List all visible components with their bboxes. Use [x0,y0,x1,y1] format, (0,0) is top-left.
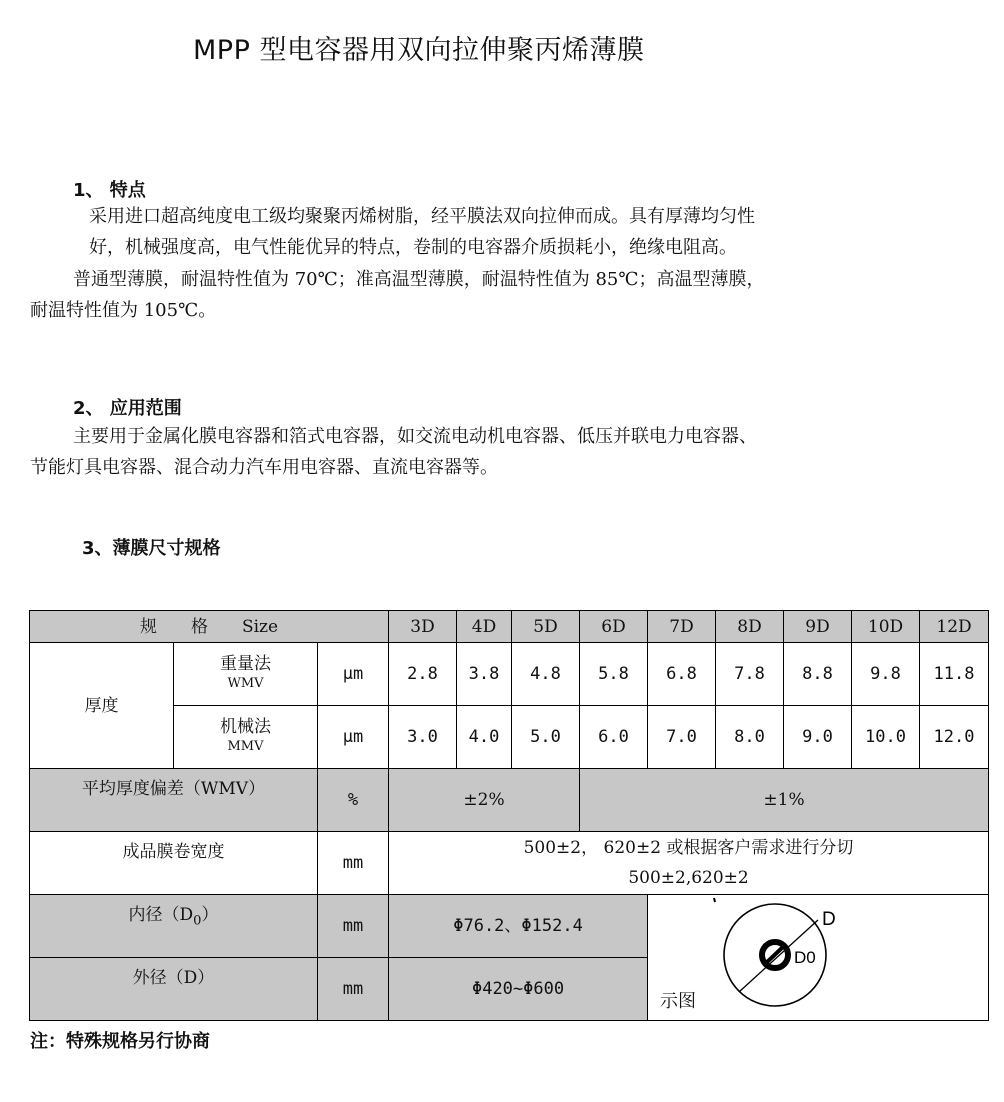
weight-value: 9.8 [852,643,920,706]
size-header: 8D [716,611,784,643]
outer-diameter-value: Φ420~Φ600 [389,958,648,1021]
mech-value: 9.0 [784,706,852,769]
weight-value: 2.8 [389,643,457,706]
section-1-line-4: 耐温特性值为 105℃。 [30,300,217,321]
mech-value: 10.0 [852,706,920,769]
weight-value: 11.8 [920,643,989,706]
diagram-d0-label: D0 [794,948,816,967]
section-1-line-3: 普通型薄膜，耐温特性值为 70℃；准高温型薄膜，耐温特性值为 85℃；高温型薄膜， [73,269,765,290]
section-1-line-1: 采用进口超高纯度电工级均聚聚丙烯树脂，经平膜法双向拉伸而成。具有厚薄均匀性 [89,206,755,227]
section-1-line-2: 好，机械强度高，电气性能优异的特点，卷制的电容器介质损耗小，绝缘电阻高。 [89,237,737,258]
weight-method-unit: μm [318,643,389,706]
avg-deviation-value-a: ±2% [389,769,580,832]
size-header: 4D [457,611,512,643]
size-header: 7D [648,611,716,643]
inner-diameter-unit: mm [318,895,389,958]
weight-method-name: 重量法 [220,654,271,674]
roll-width-label: 成品膜卷宽度 [30,832,318,895]
mech-method-cell [174,706,318,769]
diagram-d-label: D [822,909,836,930]
spec-table [29,610,989,1021]
avg-deviation-unit: % [318,769,389,832]
diagram-caption: 示图 [660,991,697,1012]
header-spec-size: 规 格 Size [30,611,389,643]
inner-diameter-label [30,895,318,958]
mech-value: 5.0 [512,706,580,769]
weight-value: 8.8 [784,643,852,706]
mech-method-abbr: MMV [227,739,264,754]
section-2-line-1: 主要用于金属化膜电容器和箔式电容器，如交流电动机电容器、低压并联电力电容器、 [73,426,757,447]
diameter-diagram [648,895,971,1021]
weight-method-cell [174,643,318,706]
inner-diameter-value: Φ76.2、Φ152.4 [389,895,648,958]
size-header: 9D [784,611,852,643]
inner-diameter-label-text: 内径（D [128,905,194,925]
footnote: 注：特殊规格另行协商 [30,1031,210,1052]
mech-value: 6.0 [580,706,648,769]
page-title: MPP 型电容器用双向拉伸聚丙烯薄膜 [193,35,645,66]
avg-deviation-label: 平均厚度偏差（WMV） [30,769,318,832]
mech-value: 3.0 [389,706,457,769]
size-header: 3D [389,611,457,643]
weight-value: 7.8 [716,643,784,706]
mech-method-name: 机械法 [220,717,271,737]
diameter-diagram-cell [648,895,989,1021]
weight-value: 6.8 [648,643,716,706]
section-1-heading: 1、 特点 [73,180,146,201]
section-2-line-2: 节能灯具电容器、混合动力汽车用电容器、直流电容器等。 [30,457,498,478]
outer-diameter-unit: mm [318,958,389,1021]
inner-diameter-subscript: 0 [193,913,202,929]
mech-value: 7.0 [648,706,716,769]
roll-width-line-1: 500±2， 620±2 或根据客户需求进行分切 [523,838,854,858]
size-header: 10D [852,611,920,643]
mech-method-unit: μm [318,706,389,769]
mech-value: 8.0 [716,706,784,769]
roll-width-line-2: 500±2,620±2 [628,868,749,888]
roll-width-unit: mm [318,832,389,895]
section-3-heading: 3、薄膜尺寸规格 [82,538,221,559]
diagram-mark [714,898,715,902]
avg-deviation-value-b: ±1% [580,769,989,832]
weight-value: 3.8 [457,643,512,706]
weight-value: 4.8 [512,643,580,706]
inner-diameter-label-close: ） [201,905,219,925]
section-2-heading: 2、 应用范围 [73,398,182,419]
size-header: 6D [580,611,648,643]
thickness-label: 厚度 [30,643,174,769]
weight-value: 5.8 [580,643,648,706]
mech-value: 12.0 [920,706,989,769]
size-header: 5D [512,611,580,643]
weight-method-abbr: WMV [227,676,264,691]
outer-diameter-label: 外径（D） [30,958,318,1021]
roll-width-value [389,832,989,895]
size-header: 12D [920,611,989,643]
mech-value: 4.0 [457,706,512,769]
